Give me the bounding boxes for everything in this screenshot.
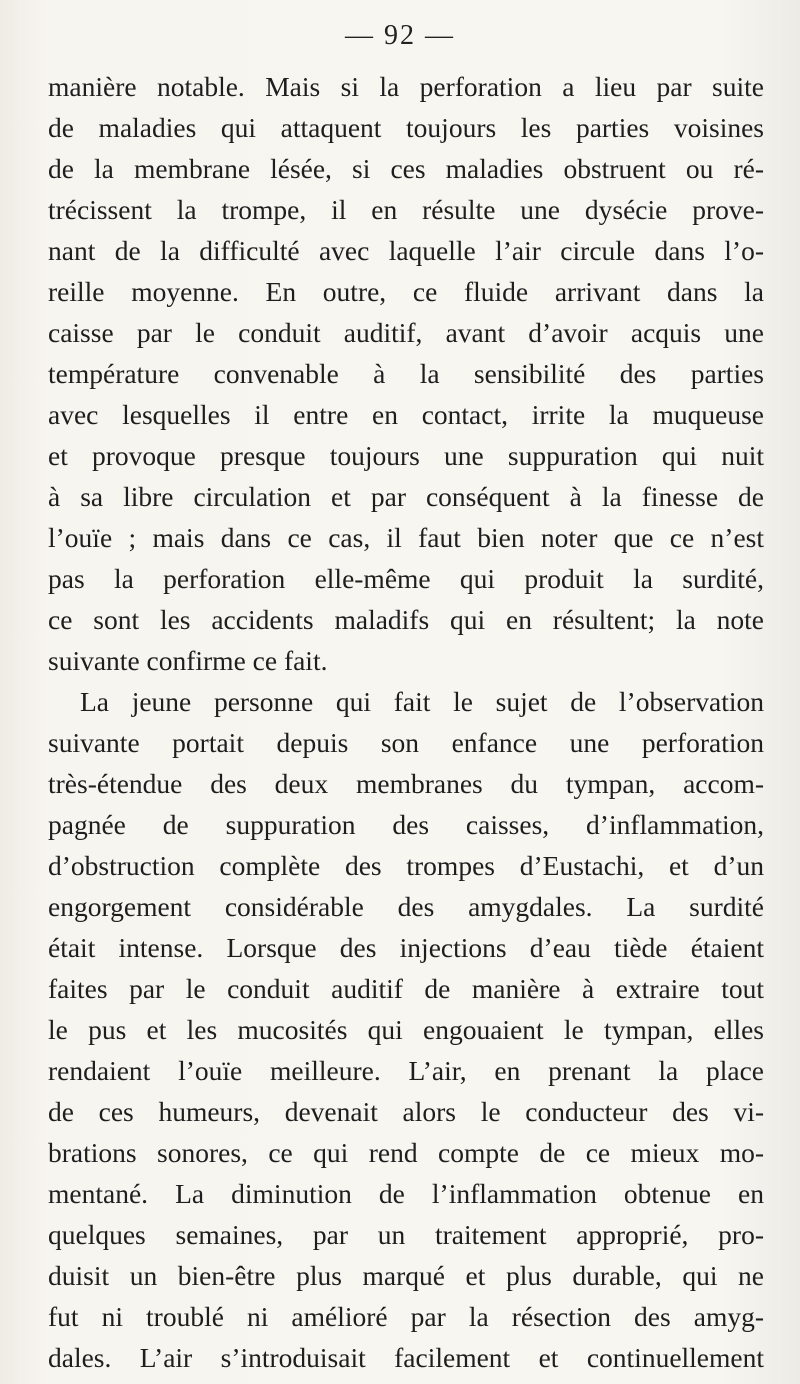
text-line: pagnée de suppuration des caisses, d’inflammation, (48, 809, 764, 840)
text-line: était intense. Lorsque des injections d’eau tiède étaient (48, 932, 764, 963)
page-number: — 92 — (345, 20, 455, 51)
text-line: température convenable à la sensibilité des parties (48, 358, 764, 389)
text-line: engorgement considérable des amygdales. La surdité (48, 891, 764, 922)
text-line: nant de la difficulté avec laquelle l’air circule dans l’o- (48, 235, 764, 266)
text-line: fut ni troublé ni amélioré par la résection des amyg- (48, 1301, 764, 1332)
text-line: pas la perforation elle-même qui produit la surdité, (48, 563, 764, 594)
text-line: de maladies qui attaquent toujours les parties voisines (48, 112, 764, 143)
text-line: avec lesquelles il entre en contact, irrite la muqueuse (48, 399, 764, 430)
text-line: reille moyenne. En outre, ce fluide arrivant dans la (48, 276, 764, 307)
text-line: de la membrane lésée, si ces maladies obstruent ou ré- (48, 153, 764, 184)
text-line: à sa libre circulation et par conséquent à la finesse de (48, 481, 764, 512)
text-line: brations sonores, ce qui rend compte de ce mieux mo- (48, 1137, 764, 1168)
text-line: faites par le conduit auditif de manière à extraire tout (48, 973, 764, 1004)
text-line: quelques semaines, par un traitement approprié, pro- (48, 1219, 764, 1250)
text-line: ce sont les accidents maladifs qui en résultent; la note (48, 604, 764, 635)
text-line: duisit un bien-être plus marqué et plus durable, qui ne (48, 1260, 764, 1291)
text-line: d’obstruction complète des trompes d’Eustachi, et d’un (48, 850, 764, 881)
text-line: mentané. La diminution de l’inflammation obtenue en (48, 1178, 764, 1209)
text-line: suivante confirme ce fait. (48, 645, 328, 676)
text-line: caisse par le conduit auditif, avant d’avoir acquis une (48, 317, 764, 348)
text-line: dales. L’air s’introduisait facilement et continuellement (48, 1342, 764, 1373)
text-line: l’ouïe ; mais dans ce cas, il faut bien noter que ce n’est (48, 522, 764, 553)
text-line: très-étendue des deux membranes du tympan, accom- (48, 768, 764, 799)
text-line: et provoque presque toujours une suppuration qui nuit (48, 440, 764, 471)
text-line: le pus et les mucosités qui engouaient le tympan, elles (48, 1014, 764, 1045)
text-line: rendaient l’ouïe meilleure. L’air, en prenant la place (48, 1055, 764, 1086)
text-line: trécissent la trompe, il en résulte une dysécie prove- (48, 194, 764, 225)
text-line: manière notable. Mais si la perforation a lieu par suite (48, 71, 764, 102)
text-line: de ces humeurs, devenait alors le conducteur des vi- (48, 1096, 764, 1127)
paragraph-first-line: La jeune personne qui fait le sujet de l’observation (80, 686, 764, 717)
text-line: suivante portait depuis son enfance une perforation (48, 727, 764, 758)
